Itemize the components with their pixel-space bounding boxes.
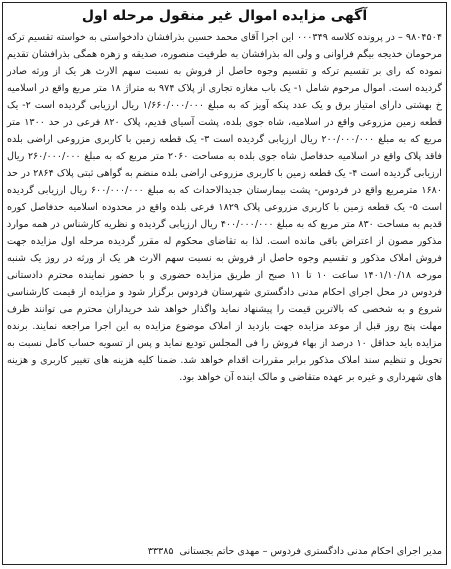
notice-body-text: ۹۸۰۴۵۰۴ – در پرونده کلاسه ۰۰۰۳۴۹ این اجرا آقای محمد حسین بذرافشان دادخواستی به خواسته تقسیم ترکه مرحومان خدیجه بیگم فراوانی و ولی اله بذرافشان به طرفیت منصوره، صدیقه و زهره همگی بذرافشان تقدیم نموده که رای بر تقسیم ترکه و تقسیم وجوه حاصل از فروش به نسبت سهم الارث هر یک از ورثه صادر گردیده است. اموال مرحوم شامل ۱- یک باب مغازه تجاری از پلاک ۹۷۴ به متراژ ۱۸ متر مربع واقع در اسلامیه خ بهشتی دارای امتیاز برق و یک عدد پنکه آویز که به مبلغ ۱/۶۶۰/۰۰۰/۰۰۰ ریال ارزیابی گردیده است ۲- یک قطعه زمین مزروعی واقع در اسلامیه، شاه جوی بلده، پشت آسیای قدیم، پلاک ۸۲۰ فرعی در حد ۱۳۰۰ متر مربع که به مبلغ ۲۰۰/۰۰۰/۰۰۰ ریال ارزیابی گردیده است ۳- یک قطعه زمین با کاربری مزروعی اراضی بلده فاقد پلاک واقع در اسلامیه حدفاصل شاه جوی بلده به مساحت ۲۰۶۰ متر مربع که به مبلغ ۲۶۰/۰۰۰/۰۰۰ ریال ارزیابی گردیده است ۴- یک قطعه زمین با کاربری مزروعی اراضی بلده منضم به گواهی ثبتی پلاک ۲۸۶۴ در حد ۱۶۸۰ مترمربع واقع در فردوس- پشت بیمارستان جدیدالاحداث که به مبلغ ۶۰۰/۰۰۰/۰۰۰ ریال ارزیابی گردیده است ۵- یک قطعه زمین با کاربری مزروعی پلاک ۱۸۲۹ فرعی بلده واقع در محدوده اسلامیه حدفاصل کوره قدیم به مساحت ۸۳۰ متر مربع که به مبلغ ۴۰۰/۰۰۰/۰۰۰ ریال ارزیابی گردیده و نظریه کارشناس در همه موارد مذکور مصون از اعتراض باقی مانده است. لذا به تقاضای محکوم له مقرر گردیده مرحله اول مزایده جهت فروش املاک مذکور و تقسیم وجوه حاصل از فروش به نسبت سهم الارث هر یک از ورثه در روز یک شنبه مورخه ۱۴۰۱/۱۰/۱۸ ساعت ۱۰ تا ۱۱ صبح از طریق مزایده حضوری و با حضور نماینده محترم دادستانی فردوس در محل اجرای احکام مدنی دادگستری شهرستان فردوس برگزار شود و مزایده از قیمت کارشناسی شروع و به شخصی که بالاترین قیمت را پیشنهاد نماید واگذار خواهد شد خریداران محترم می توانند ظرف مهلت پنج روز قبل از موعد مزایده جهت بازدید از املاک موضوع مزایده به این اجرا مراجعه نمایند. برنده مزایده باید حداقل ۱۰ درصد از بهاء فروش را فی المجلس تودیع نماید و پس از تسویه حساب کامل نسبت به تحویل و تنظیم سند املاک مذکور برابر مقررات اقدام خواهد شد. ضمنا کلیه هزینه های تغییر کاربری و هزینه های شهرداری و غیره بر عهده متقاضی و مالک اینده آن خواهد بود. [7,32,443,383]
notice-footer [7,543,442,560]
notice-title: آگهی مزایده اموال غیر منقول مرحله اول [81,8,368,24]
notice-frame [2,2,447,565]
notice-code: ۳۳۳۸۵ [147,546,174,557]
notice-body [7,29,442,386]
notice-signature: مدیر اجرای احکام مدنی دادگستری فردوس – مهدی حاتم بجستانی [179,546,442,557]
